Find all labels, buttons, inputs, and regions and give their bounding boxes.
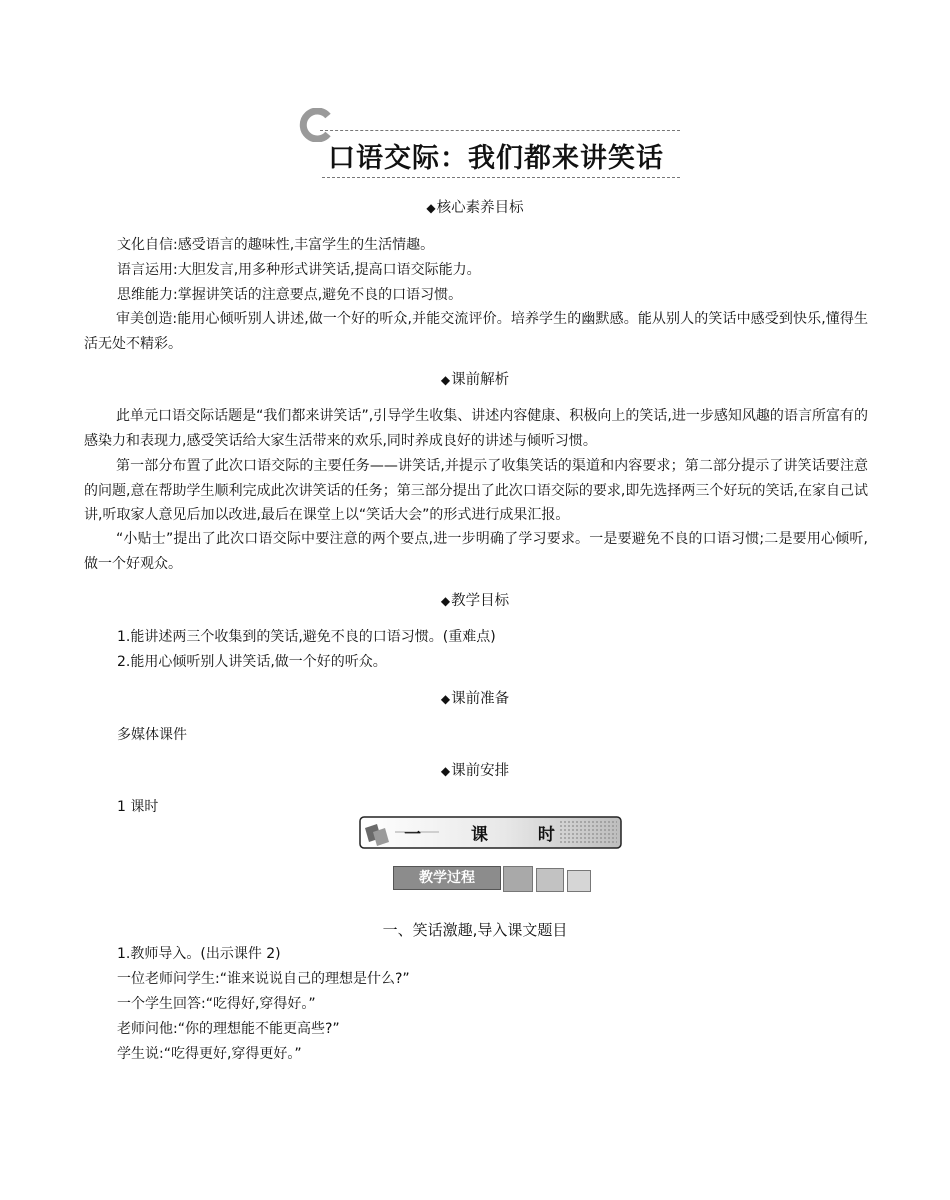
step-line: 1.教师导入。(出示课件 2) [117,946,281,962]
decor-square [567,870,591,892]
lesson-banner-label: 一 课 时 [404,825,577,845]
core-goal-item: 审美创造:能用心倾听别人讲述,做一个好的听众,并能交流评价。培养学生的幽默感。能从别人的笑话中感受到快乐,懂得生活无处不精彩。 [84,311,868,352]
step-line: 一位老师问学生:“谁来说说自己的理想是什么?” [117,971,410,987]
diamond-bullet-icon: ◆ [440,692,451,706]
diamond-bullet-icon: ◆ [440,373,451,387]
analysis-paragraph: 第一部分布置了此次口语交际的主要任务——讲笑话,并提示了收集笑话的渠道和内容要求；第二部分提示了讲笑话要注意的问题,意在帮助学生顺利完成此次讲笑话的任务；第三部分提出了此次口语交际的要求,即先选择两三个好玩的笑话,在家自己试讲,听取家人意见后加以改进,最后在课堂上以“笑话大会”的形式进行成果汇报。 [84,458,868,523]
core-goal-item: 文化自信:感受语言的趣味性,丰富学生的生活情趣。 [117,237,435,253]
analysis-paragraph: 此单元口语交际话题是“我们都来讲笑话”,引导学生收集、讲述内容健康、积极向上的笑话,进一步感知风趣的语言所富有的感染力和表现力,感受笑话给大家生活带来的欢乐,同时养成良好的讲述与倾听习惯。 [84,408,868,449]
step-heading: 一、笑话激趣,导入课文题目 [382,921,568,939]
section-heading-preparation: ◆课前准备 [440,691,510,707]
ring-decoration-icon [298,108,332,142]
section-heading-core-goals: ◆核心素养目标 [426,200,524,216]
lesson-banner [359,816,622,849]
diamond-bullet-icon: ◆ [440,764,451,778]
step-line: 老师问他:“你的理想能不能更高些?” [117,1021,340,1037]
step-line: 学生说:“吃得更好,穿得更好。” [117,1046,302,1062]
core-goal-item: 语言运用:大胆发言,用多种形式讲笑话,提高口语交际能力。 [117,262,481,278]
teaching-goal-item: 1.能讲述两三个收集到的笑话,避免不良的口语习惯。(重难点) [117,629,496,645]
section-heading-analysis: ◆课前解析 [440,372,510,388]
page-title: 口语交际：我们都来讲笑话 [328,143,664,174]
arrangement-text: 1 课时 [117,799,159,815]
teaching-process-label: 教学过程 [393,866,501,890]
diamond-bullet-icon: ◆ [440,594,451,608]
decor-square [536,868,564,892]
teaching-process-banner [389,863,599,893]
preparation-text: 多媒体课件 [117,727,187,743]
section-heading-teaching-goals: ◆教学目标 [440,593,510,609]
step-line: 一个学生回答:“吃得好,穿得好。” [117,996,316,1012]
section-heading-arrangement: ◆课前安排 [440,763,510,779]
diamond-bullet-icon: ◆ [426,201,436,215]
title-banner [298,108,688,182]
title-dashed-line-bottom [322,177,680,178]
title-dashed-line-top [320,130,680,131]
decor-square [503,866,533,892]
analysis-paragraph: “小贴士”提出了此次口语交际中要注意的两个要点,进一步明确了学习要求。一是要避免不良的口语习惯;二是要用心倾听,做一个好观众。 [84,531,868,572]
teaching-goal-item: 2.能用心倾听别人讲笑话,做一个好的听众。 [117,654,387,670]
core-goal-item: 思维能力:掌握讲笑话的注意要点,避免不良的口语习惯。 [117,287,463,303]
